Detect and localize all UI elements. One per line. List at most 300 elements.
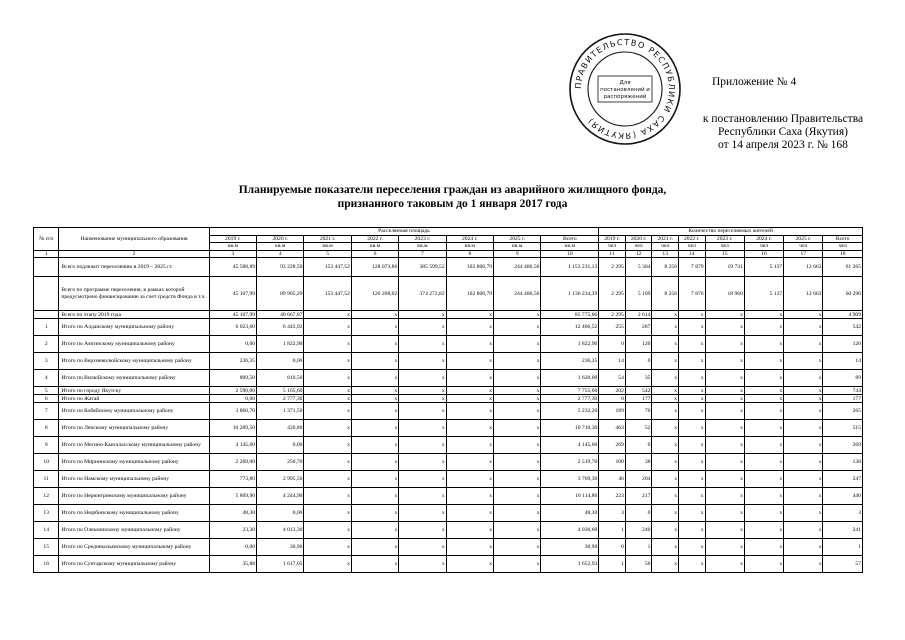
column-number: 8: [446, 250, 493, 257]
row-value: 2 590,00: [209, 387, 256, 395]
row-value: 0,00: [209, 395, 256, 403]
row-value: x: [446, 403, 493, 420]
row-value: 744: [823, 387, 863, 395]
row-value: x: [652, 387, 679, 395]
header-year: 2022 г.: [679, 236, 706, 243]
row-value: 217: [625, 488, 652, 505]
row-value: x: [679, 395, 706, 403]
row-value: x: [784, 387, 823, 395]
table-row: [34, 403, 863, 420]
row-name: Итого по Кобяйскому муниципальному району: [59, 403, 209, 420]
row-value: 1 153 231,13: [541, 258, 599, 277]
row-value: 93 228,59: [257, 258, 304, 277]
row-value: 6 443,92: [257, 319, 304, 336]
row-value: x: [446, 420, 493, 437]
row-name: Итого по Нюрбинскому муниципальному району: [59, 505, 209, 522]
row-value: x: [784, 319, 823, 336]
row-name: Всего подлежит переселению в 2019 – 2025 гг.: [59, 258, 209, 277]
row-value: 89 905,29: [257, 277, 304, 311]
header-area: Расселяемая площадь: [209, 228, 599, 236]
row-value: 287: [625, 319, 652, 336]
row-value: 250,70: [257, 454, 304, 471]
header-year: 2019 г.: [599, 236, 626, 243]
row-value: x: [784, 505, 823, 522]
row-value: 45 107,99: [209, 311, 256, 319]
row-name: Итого по Намскому муниципальному району: [59, 471, 209, 488]
row-value: x: [679, 454, 706, 471]
row-value: x: [446, 336, 493, 353]
row-value: x: [705, 403, 744, 420]
row-value: x: [351, 420, 398, 437]
row-value: 4 909: [823, 311, 863, 319]
row-value: 102 808,79: [446, 258, 493, 277]
header-year: 2019 г.: [209, 236, 256, 243]
table-row: [34, 505, 863, 522]
row-value: 420,80: [257, 420, 304, 437]
document-title: [190, 183, 715, 211]
row-value: 244 486,56: [494, 258, 541, 277]
row-value: x: [399, 420, 446, 437]
header-year: Всего: [823, 236, 863, 243]
row-value: 48,30: [209, 505, 256, 522]
row-value: 61 265: [823, 258, 863, 277]
official-seal-stamp: [568, 32, 682, 146]
row-value: x: [304, 454, 351, 471]
row-value: x: [351, 454, 398, 471]
column-number: 6: [351, 250, 398, 257]
header-unit: чел: [625, 243, 652, 250]
row-value: x: [744, 488, 783, 505]
column-number: 18: [823, 250, 863, 257]
seal-center-line1: Для: [619, 80, 631, 86]
row-value: x: [351, 539, 398, 556]
row-value: 269: [599, 437, 626, 454]
row-index: 14: [34, 522, 59, 539]
document-header: [678, 76, 888, 152]
row-value: x: [399, 319, 446, 336]
header-year: 2022 г.: [351, 236, 398, 243]
row-value: 177: [625, 395, 652, 403]
row-value: x: [652, 311, 679, 319]
row-value: 5 304: [625, 258, 652, 277]
header-unit: кв.м: [257, 243, 304, 250]
row-value: 0: [599, 336, 626, 353]
row-value: 5 109: [625, 277, 652, 311]
header-unit: кв.м: [494, 243, 541, 250]
row-value: 89: [823, 370, 863, 387]
row-value: 5 232,20: [541, 403, 599, 420]
row-value: x: [351, 471, 398, 488]
row-value: x: [446, 556, 493, 573]
row-value: 1 371,50: [257, 403, 304, 420]
row-value: x: [304, 471, 351, 488]
title-line-1: Планируемые показатели переселения граждан из аварийного жилищного фонда,: [238, 184, 667, 196]
row-value: 4 145,60: [209, 437, 256, 454]
table-row: [34, 336, 863, 353]
column-number: 5: [304, 250, 351, 257]
row-value: x: [446, 454, 493, 471]
row-value: x: [304, 556, 351, 573]
column-number: 15: [705, 250, 744, 257]
row-value: 1: [599, 556, 626, 573]
row-value: x: [304, 336, 351, 353]
appendix-label: Приложение № 4: [712, 76, 797, 88]
row-value: x: [494, 471, 541, 488]
row-value: 56: [625, 556, 652, 573]
row-value: x: [304, 505, 351, 522]
row-value: x: [351, 311, 398, 319]
row-value: x: [351, 387, 398, 395]
header-year: 2021 г.: [652, 236, 679, 243]
row-value: x: [494, 370, 541, 387]
row-value: x: [304, 488, 351, 505]
row-index: 12: [34, 488, 59, 505]
row-index: [34, 277, 59, 311]
row-value: x: [399, 395, 446, 403]
table-row: [34, 522, 863, 539]
row-value: 7 876: [679, 277, 706, 311]
row-value: x: [399, 387, 446, 395]
row-value: x: [494, 395, 541, 403]
row-value: 1: [823, 539, 863, 556]
row-value: x: [652, 420, 679, 437]
row-value: x: [494, 505, 541, 522]
row-value: x: [304, 403, 351, 420]
row-value: x: [494, 420, 541, 437]
row-value: 45 107,99: [209, 277, 256, 311]
row-value: 8 256: [652, 277, 679, 311]
row-value: 0,00: [209, 336, 256, 353]
row-value: x: [351, 505, 398, 522]
row-value: x: [399, 437, 446, 454]
row-value: 7 879: [679, 258, 706, 277]
row-value: x: [652, 556, 679, 573]
row-value: x: [399, 522, 446, 539]
header-year: 2025 г.: [494, 236, 541, 243]
row-value: x: [399, 311, 446, 319]
row-value: 440: [823, 488, 863, 505]
row-index: [34, 311, 59, 319]
row-value: x: [446, 395, 493, 403]
row-value: 35,88: [209, 556, 256, 573]
row-value: x: [304, 319, 351, 336]
row-value: 244 486,56: [494, 277, 541, 311]
row-value: x: [705, 556, 744, 573]
row-value: x: [744, 336, 783, 353]
row-value: x: [784, 556, 823, 573]
header-year: 2021 г.: [304, 236, 351, 243]
row-value: x: [652, 370, 679, 387]
header-unit: кв.м: [446, 243, 493, 250]
row-value: 7 755,60: [541, 387, 599, 395]
row-value: 85 775,86: [541, 311, 599, 319]
row-value: x: [652, 395, 679, 403]
row-value: x: [304, 420, 351, 437]
row-name: Итого по Вилюйскому муниципальному району: [59, 370, 209, 387]
row-value: 10 710,30: [541, 420, 599, 437]
header-year: 2024 г.: [446, 236, 493, 243]
header-name: Наименование муниципального образования: [59, 228, 209, 251]
table-row: [34, 471, 863, 488]
row-value: x: [446, 387, 493, 395]
table-row: [34, 420, 863, 437]
row-value: x: [679, 522, 706, 539]
row-value: 2 269,00: [209, 454, 256, 471]
row-value: x: [679, 471, 706, 488]
row-value: 255: [599, 319, 626, 336]
row-value: 4 145,60: [541, 437, 599, 454]
row-name: Итого по Сунтарскому муниципальному району: [59, 556, 209, 573]
row-value: x: [494, 353, 541, 370]
row-name: Итого по Амгинскому муниципальному району: [59, 336, 209, 353]
row-value: 76: [625, 403, 652, 420]
row-value: 1 620,00: [541, 370, 599, 387]
row-index: 3: [34, 353, 59, 370]
header-year: 2020 г.: [625, 236, 652, 243]
row-value: x: [744, 556, 783, 573]
row-value: x: [705, 387, 744, 395]
header-line-2: Республики Саха (Якутия): [718, 126, 848, 138]
row-value: 0: [599, 395, 626, 403]
row-value: 18 960: [705, 277, 744, 311]
row-value: x: [351, 403, 398, 420]
row-value: x: [705, 522, 744, 539]
row-name: Итого по Олекминскому муниципальному району: [59, 522, 209, 539]
row-value: 374 272,82: [399, 277, 446, 311]
row-value: x: [784, 454, 823, 471]
row-value: x: [494, 556, 541, 573]
row-value: x: [446, 370, 493, 387]
row-value: x: [784, 395, 823, 403]
table-row: [34, 311, 863, 319]
row-value: x: [679, 311, 706, 319]
header-line-1: к постановлению Правительства: [702, 113, 864, 125]
row-value: 1: [625, 539, 652, 556]
row-value: x: [652, 539, 679, 556]
header-year: 2020 г.: [257, 236, 304, 243]
row-value: 0: [625, 505, 652, 522]
row-value: x: [744, 539, 783, 556]
row-value: 204: [625, 471, 652, 488]
row-value: x: [399, 403, 446, 420]
header-unit: кв.м: [209, 243, 256, 250]
row-value: x: [446, 505, 493, 522]
row-index: [34, 258, 59, 277]
header-line-3: от 14 апреля 2023 г. № 168: [718, 139, 848, 151]
row-value: 153 447,52: [304, 258, 351, 277]
row-value: x: [351, 488, 398, 505]
row-value: x: [304, 522, 351, 539]
row-value: x: [784, 403, 823, 420]
row-value: 0,00: [257, 353, 304, 370]
row-value: 247: [823, 471, 863, 488]
column-number: 13: [652, 250, 679, 257]
row-value: x: [652, 336, 679, 353]
row-value: x: [446, 471, 493, 488]
row-value: 100: [599, 454, 626, 471]
row-value: 138: [823, 454, 863, 471]
row-value: x: [652, 437, 679, 454]
row-value: x: [705, 539, 744, 556]
row-value: x: [679, 437, 706, 454]
title-line-2: признанного таковым до 1 января 2017 года: [337, 198, 568, 210]
row-value: x: [351, 336, 398, 353]
row-value: 19 731: [705, 258, 744, 277]
row-value: 0,00: [209, 539, 256, 556]
row-value: 38: [625, 454, 652, 471]
header-unit: чел: [652, 243, 679, 250]
row-name: Всего по программе переселения, в рамках которой предусмотрено финансирование за счет средств Фонда в т.ч.: [59, 277, 209, 311]
row-value: x: [351, 556, 398, 573]
row-value: x: [705, 336, 744, 353]
row-index: 15: [34, 539, 59, 556]
table-row: [34, 454, 863, 471]
row-value: x: [744, 420, 783, 437]
row-value: x: [494, 454, 541, 471]
row-value: x: [351, 437, 398, 454]
row-value: 35: [625, 370, 652, 387]
row-value: x: [652, 505, 679, 522]
row-value: x: [304, 395, 351, 403]
table-row: [34, 387, 863, 395]
row-value: x: [679, 403, 706, 420]
row-name: Итого по городу Якутску: [59, 387, 209, 395]
row-value: 120: [625, 336, 652, 353]
row-value: x: [679, 336, 706, 353]
row-value: 1 822,90: [541, 336, 599, 353]
row-value: 4 013,30: [257, 522, 304, 539]
row-value: 60 296: [823, 277, 863, 311]
row-value: x: [494, 387, 541, 395]
row-value: 40 667,87: [257, 311, 304, 319]
row-index: 2: [34, 336, 59, 353]
row-value: x: [784, 437, 823, 454]
row-name: Итого по Алданскому муниципальному району: [59, 319, 209, 336]
seal-center-line3: распоряжений: [603, 94, 647, 100]
row-value: 542: [823, 319, 863, 336]
row-value: x: [494, 522, 541, 539]
header-year: 2024 г.: [744, 236, 783, 243]
row-value: 2 777,30: [257, 395, 304, 403]
row-name: Итого по Верхневилюйскому муниципальному району: [59, 353, 209, 370]
row-value: 1 136 234,39: [541, 277, 599, 311]
row-value: x: [399, 539, 446, 556]
row-value: 515: [823, 420, 863, 437]
row-value: 385 599,52: [399, 258, 446, 277]
row-value: x: [304, 370, 351, 387]
table-row: [34, 370, 863, 387]
row-value: x: [446, 437, 493, 454]
resettlement-table: [33, 227, 863, 573]
row-value: x: [446, 522, 493, 539]
row-value: 3: [823, 505, 863, 522]
row-value: x: [446, 311, 493, 319]
row-value: 1: [599, 522, 626, 539]
row-value: x: [494, 488, 541, 505]
row-value: 14: [599, 353, 626, 370]
row-value: x: [494, 311, 541, 319]
row-value: 10 289,50: [209, 420, 256, 437]
row-value: 236,35: [541, 353, 599, 370]
row-value: x: [784, 488, 823, 505]
header-year: 2023 г.: [399, 236, 446, 243]
row-value: 46: [599, 471, 626, 488]
row-value: x: [446, 319, 493, 336]
row-value: 5 137: [744, 258, 783, 277]
row-value: 5 165,60: [257, 387, 304, 395]
row-value: x: [494, 403, 541, 420]
row-value: x: [494, 336, 541, 353]
row-value: 48,30: [541, 505, 599, 522]
table-row: [34, 353, 863, 370]
row-value: x: [446, 539, 493, 556]
row-value: 0,00: [257, 505, 304, 522]
row-value: x: [705, 319, 744, 336]
row-value: 5 137: [744, 277, 783, 311]
row-value: x: [679, 505, 706, 522]
row-value: 57: [823, 556, 863, 573]
table-row: [34, 258, 863, 277]
row-name: Итого по Жатай: [59, 395, 209, 403]
row-value: x: [652, 454, 679, 471]
row-value: x: [705, 420, 744, 437]
row-value: x: [399, 336, 446, 353]
row-value: 0: [599, 539, 626, 556]
row-index: 5: [34, 387, 59, 395]
row-value: x: [399, 488, 446, 505]
column-number: 10: [541, 250, 599, 257]
row-value: 1 822,90: [257, 336, 304, 353]
row-value: x: [304, 437, 351, 454]
row-value: x: [705, 437, 744, 454]
row-index: 11: [34, 471, 59, 488]
row-value: 2 995,50: [257, 471, 304, 488]
row-value: 14: [823, 353, 863, 370]
row-index: 10: [34, 454, 59, 471]
header-year: Всего: [541, 236, 599, 243]
row-index: 9: [34, 437, 59, 454]
row-value: x: [705, 488, 744, 505]
row-value: x: [705, 471, 744, 488]
row-value: 236,35: [209, 353, 256, 370]
row-value: 463: [599, 420, 626, 437]
row-value: x: [351, 522, 398, 539]
row-value: x: [494, 319, 541, 336]
row-value: x: [304, 539, 351, 556]
row-name: Итого по Ленскому муниципальному району: [59, 420, 209, 437]
column-number: 16: [744, 250, 783, 257]
row-value: x: [351, 353, 398, 370]
row-value: 12 466,52: [541, 319, 599, 336]
row-value: 202: [599, 387, 626, 395]
column-number: 7: [399, 250, 446, 257]
row-value: x: [399, 556, 446, 573]
row-value: x: [744, 437, 783, 454]
row-value: x: [705, 395, 744, 403]
row-value: 52: [625, 420, 652, 437]
row-value: 2 295: [599, 258, 626, 277]
row-value: 3: [599, 505, 626, 522]
row-value: x: [494, 437, 541, 454]
row-index: 1: [34, 319, 59, 336]
row-value: x: [446, 353, 493, 370]
row-value: 8 256: [652, 258, 679, 277]
row-index: 8: [34, 420, 59, 437]
row-value: x: [705, 311, 744, 319]
table-row: [34, 319, 863, 336]
row-value: x: [744, 353, 783, 370]
row-value: x: [744, 403, 783, 420]
